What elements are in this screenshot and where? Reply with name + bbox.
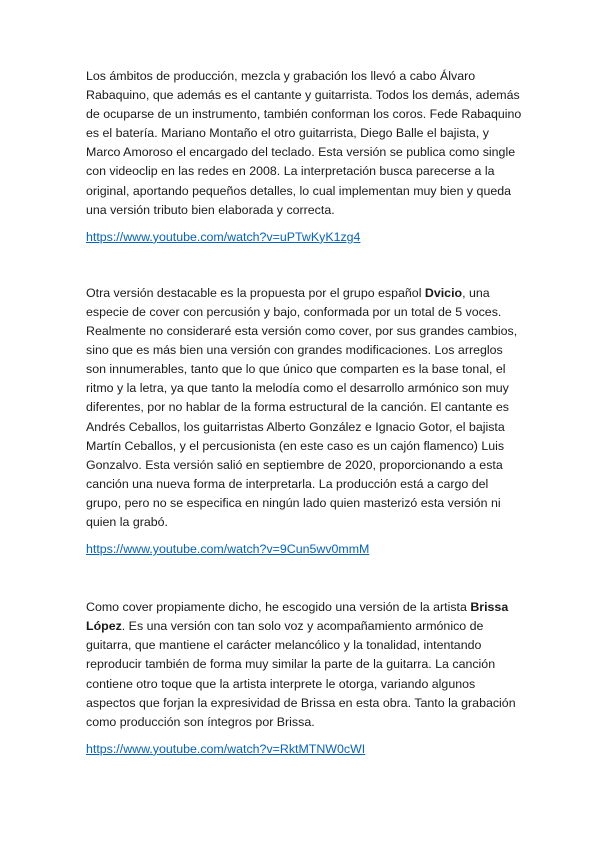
- artist-name: Dvicio: [424, 285, 463, 300]
- paragraph: [86, 598, 526, 732]
- artist-name: Brissa López: [86, 600, 509, 634]
- section-brissa-lopez: [86, 598, 526, 759]
- paragraph-text: Otra versión destacable es la propuesta por el grupo español: [86, 285, 425, 300]
- youtube-link[interactable]: https://www.youtube.com/watch?v=9Cun5wv0mmM: [86, 542, 370, 557]
- document-page: [86, 67, 526, 759]
- paragraph: [86, 284, 526, 532]
- section-alvaro-rabaquino: [86, 67, 526, 247]
- paragraph-text: Como cover propiamente dicho, he escogido una versión de la artista: [86, 600, 471, 615]
- paragraph-text: , una especie de cover con percusión y bajo, conformada por un total de 5 voces. Realmente no consideraré esta versión como cover, por sus grandes cambios, sino que es más bien una versión con grandes modificaciones. Los arreglos son innumerables, tanto que lo que único que comparten es la base tonal, el ritmo y la letra, ya que tanto la melodía como el desarrollo armónico son muy diferentes, por no hablar de la forma estructural de la canción. El cantante es Andrés Ceballos, los guitarristas Alberto González e Ignacio Gotor, el bajista Martín Ceballos, y el percusionista (en este caso es un cajón flamenco) Luis Gonzalvo. Esta versión salió en septiembre de 2020, proporcionando a esta canción una nueva forma de interpretarla. La producción está a cargo del grupo, pero no se especifica en ningún lado quien masterizó esta versión ni quien la grabó.: [86, 285, 518, 529]
- youtube-link[interactable]: https://www.youtube.com/watch?v=RktMTNW0cWI: [86, 741, 366, 756]
- paragraph: Los ámbitos de producción, mezcla y grabación los llevó a cabo Álvaro Rabaquino, que además es el cantante y guitarrista. Todos los demás, además de ocuparse de un instrumento, también conforman los coros. Fede Rabaquino es el batería. Mariano Montaño el otro guitarrista, Diego Balle el bajista, y Marco Amoroso el encargado del teclado. Esta versión se publica como single con videoclip en las redes en 2008. La interpretación busca parecerse a la original, aportando pequeños detalles, lo cual implementan muy bien y queda una versión tributo bien elaborada y correcta.: [86, 69, 522, 217]
- paragraph-text: . Es una versión con tan solo voz y acompañamiento armónico de guitarra, que mantiene el carácter melancólico y la tonalidad, intentando reproducir también de forma muy similar la parte de la guitarra. La canción contiene otro toque que la artista interprete le otorga, variando algunos aspectos que forjan la expresividad de Brissa en esta obra. Tanto la grabación como producción son íntegros por Brissa.: [86, 619, 516, 729]
- youtube-link[interactable]: https://www.youtube.com/watch?v=uPTwKyK1zg4: [86, 229, 361, 244]
- section-dvicio: [86, 284, 526, 559]
